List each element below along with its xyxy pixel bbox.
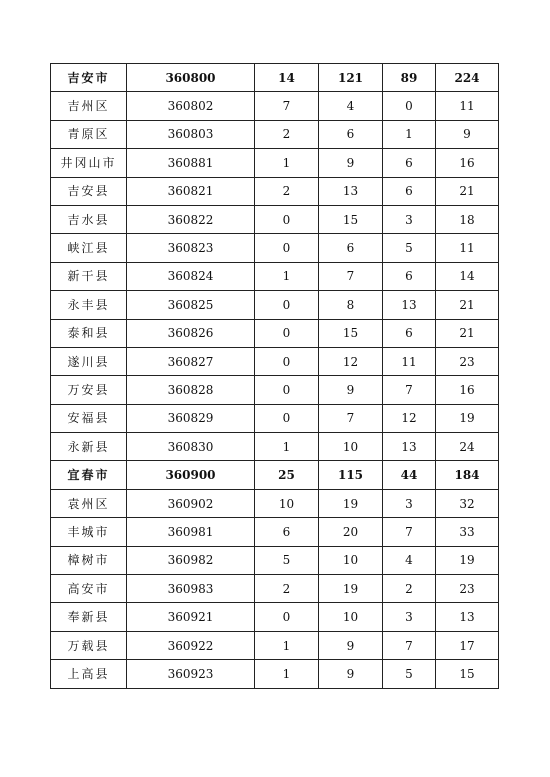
total-cell: 21 xyxy=(436,291,499,319)
table-row xyxy=(51,404,499,432)
count-col2-cell: 15 xyxy=(319,319,383,347)
total-cell: 18 xyxy=(436,205,499,233)
table-row xyxy=(51,603,499,631)
region-name-cell: 吉水县 xyxy=(51,205,127,233)
count-col3-cell: 4 xyxy=(383,546,436,574)
count-col2-cell: 6 xyxy=(319,120,383,148)
count-col3-cell: 44 xyxy=(383,461,436,489)
count-col2-cell: 8 xyxy=(319,291,383,319)
count-col1-cell: 1 xyxy=(255,433,319,461)
region-name-cell: 高安市 xyxy=(51,575,127,603)
region-name-cell: 宜春市 xyxy=(51,461,127,489)
count-col3-cell: 7 xyxy=(383,631,436,659)
region-code-cell: 360802 xyxy=(127,92,255,120)
count-col3-cell: 11 xyxy=(383,347,436,375)
region-name-cell: 永丰县 xyxy=(51,291,127,319)
region-code-cell: 360823 xyxy=(127,234,255,262)
count-col2-cell: 9 xyxy=(319,376,383,404)
region-code-cell: 360824 xyxy=(127,262,255,290)
count-col3-cell: 6 xyxy=(383,177,436,205)
region-code-cell: 360900 xyxy=(127,461,255,489)
total-cell: 19 xyxy=(436,404,499,432)
count-col1-cell: 2 xyxy=(255,120,319,148)
region-name-cell: 奉新县 xyxy=(51,603,127,631)
count-col2-cell: 9 xyxy=(319,149,383,177)
region-code-cell: 360921 xyxy=(127,603,255,631)
count-col3-cell: 6 xyxy=(383,262,436,290)
count-col1-cell: 2 xyxy=(255,575,319,603)
count-col3-cell: 5 xyxy=(383,234,436,262)
region-name-cell: 泰和县 xyxy=(51,319,127,347)
count-col3-cell: 3 xyxy=(383,489,436,517)
count-col1-cell: 0 xyxy=(255,603,319,631)
count-col1-cell: 0 xyxy=(255,376,319,404)
total-cell: 19 xyxy=(436,546,499,574)
region-code-cell: 360825 xyxy=(127,291,255,319)
count-col1-cell: 0 xyxy=(255,319,319,347)
total-cell: 32 xyxy=(436,489,499,517)
table-row xyxy=(51,546,499,574)
region-code-cell: 360828 xyxy=(127,376,255,404)
region-name-cell: 青原区 xyxy=(51,120,127,148)
count-col3-cell: 7 xyxy=(383,376,436,404)
table-row xyxy=(51,518,499,546)
count-col2-cell: 4 xyxy=(319,92,383,120)
count-col2-cell: 20 xyxy=(319,518,383,546)
region-code-cell: 360821 xyxy=(127,177,255,205)
count-col1-cell: 1 xyxy=(255,262,319,290)
count-col3-cell: 5 xyxy=(383,660,436,688)
count-col1-cell: 0 xyxy=(255,347,319,375)
count-col2-cell: 6 xyxy=(319,234,383,262)
region-name-cell: 袁州区 xyxy=(51,489,127,517)
count-col3-cell: 3 xyxy=(383,205,436,233)
table-row xyxy=(51,291,499,319)
region-name-cell: 万载县 xyxy=(51,631,127,659)
region-code-cell: 360826 xyxy=(127,319,255,347)
count-col2-cell: 121 xyxy=(319,64,383,92)
table-row xyxy=(51,177,499,205)
region-name-cell: 樟树市 xyxy=(51,546,127,574)
total-cell: 14 xyxy=(436,262,499,290)
count-col2-cell: 12 xyxy=(319,347,383,375)
count-col1-cell: 1 xyxy=(255,631,319,659)
region-name-cell: 吉州区 xyxy=(51,92,127,120)
count-col2-cell: 115 xyxy=(319,461,383,489)
table-row-city-subtotal xyxy=(51,461,499,489)
count-col2-cell: 7 xyxy=(319,404,383,432)
count-col2-cell: 7 xyxy=(319,262,383,290)
count-col2-cell: 9 xyxy=(319,660,383,688)
count-col1-cell: 0 xyxy=(255,404,319,432)
region-code-cell: 360922 xyxy=(127,631,255,659)
region-name-cell: 吉安县 xyxy=(51,177,127,205)
count-col1-cell: 6 xyxy=(255,518,319,546)
total-cell: 16 xyxy=(436,376,499,404)
count-col1-cell: 14 xyxy=(255,64,319,92)
table-body xyxy=(51,64,499,689)
count-col3-cell: 6 xyxy=(383,319,436,347)
count-col2-cell: 13 xyxy=(319,177,383,205)
region-name-cell: 井冈山市 xyxy=(51,149,127,177)
total-cell: 184 xyxy=(436,461,499,489)
region-name-cell: 吉安市 xyxy=(51,64,127,92)
count-col3-cell: 13 xyxy=(383,291,436,319)
region-code-cell: 360981 xyxy=(127,518,255,546)
region-code-cell: 360881 xyxy=(127,149,255,177)
total-cell: 13 xyxy=(436,603,499,631)
region-code-cell: 360800 xyxy=(127,64,255,92)
count-col3-cell: 3 xyxy=(383,603,436,631)
count-col2-cell: 15 xyxy=(319,205,383,233)
table-row xyxy=(51,149,499,177)
table-row xyxy=(51,205,499,233)
table-row xyxy=(51,262,499,290)
total-cell: 11 xyxy=(436,234,499,262)
count-col1-cell: 1 xyxy=(255,149,319,177)
count-col3-cell: 1 xyxy=(383,120,436,148)
count-col1-cell: 0 xyxy=(255,205,319,233)
region-code-cell: 360983 xyxy=(127,575,255,603)
region-code-cell: 360902 xyxy=(127,489,255,517)
statistics-table xyxy=(50,63,499,689)
region-name-cell: 遂川县 xyxy=(51,347,127,375)
count-col1-cell: 1 xyxy=(255,660,319,688)
count-col1-cell: 0 xyxy=(255,234,319,262)
count-col3-cell: 0 xyxy=(383,92,436,120)
table-row xyxy=(51,376,499,404)
count-col1-cell: 2 xyxy=(255,177,319,205)
region-name-cell: 新干县 xyxy=(51,262,127,290)
table-row xyxy=(51,433,499,461)
table-row xyxy=(51,347,499,375)
total-cell: 9 xyxy=(436,120,499,148)
region-code-cell: 360827 xyxy=(127,347,255,375)
region-name-cell: 峡江县 xyxy=(51,234,127,262)
region-code-cell: 360982 xyxy=(127,546,255,574)
total-cell: 24 xyxy=(436,433,499,461)
region-code-cell: 360803 xyxy=(127,120,255,148)
total-cell: 21 xyxy=(436,177,499,205)
table-row xyxy=(51,575,499,603)
count-col3-cell: 2 xyxy=(383,575,436,603)
count-col1-cell: 7 xyxy=(255,92,319,120)
count-col1-cell: 10 xyxy=(255,489,319,517)
table-row xyxy=(51,489,499,517)
count-col2-cell: 10 xyxy=(319,433,383,461)
count-col3-cell: 6 xyxy=(383,149,436,177)
count-col3-cell: 7 xyxy=(383,518,436,546)
table-row xyxy=(51,120,499,148)
count-col1-cell: 0 xyxy=(255,291,319,319)
region-code-cell: 360923 xyxy=(127,660,255,688)
count-col2-cell: 9 xyxy=(319,631,383,659)
region-name-cell: 安福县 xyxy=(51,404,127,432)
region-name-cell: 上高县 xyxy=(51,660,127,688)
table-row-city-subtotal xyxy=(51,64,499,92)
table-row xyxy=(51,319,499,347)
total-cell: 15 xyxy=(436,660,499,688)
total-cell: 21 xyxy=(436,319,499,347)
table-row xyxy=(51,92,499,120)
total-cell: 16 xyxy=(436,149,499,177)
total-cell: 33 xyxy=(436,518,499,546)
region-name-cell: 丰城市 xyxy=(51,518,127,546)
count-col3-cell: 89 xyxy=(383,64,436,92)
count-col3-cell: 12 xyxy=(383,404,436,432)
region-name-cell: 万安县 xyxy=(51,376,127,404)
count-col1-cell: 5 xyxy=(255,546,319,574)
total-cell: 23 xyxy=(436,347,499,375)
total-cell: 11 xyxy=(436,92,499,120)
table-row xyxy=(51,660,499,688)
total-cell: 17 xyxy=(436,631,499,659)
count-col2-cell: 19 xyxy=(319,489,383,517)
count-col2-cell: 19 xyxy=(319,575,383,603)
region-code-cell: 360822 xyxy=(127,205,255,233)
count-col3-cell: 13 xyxy=(383,433,436,461)
total-cell: 224 xyxy=(436,64,499,92)
total-cell: 23 xyxy=(436,575,499,603)
region-code-cell: 360829 xyxy=(127,404,255,432)
table-row xyxy=(51,631,499,659)
table-row xyxy=(51,234,499,262)
count-col2-cell: 10 xyxy=(319,546,383,574)
count-col1-cell: 25 xyxy=(255,461,319,489)
region-name-cell: 永新县 xyxy=(51,433,127,461)
region-code-cell: 360830 xyxy=(127,433,255,461)
count-col2-cell: 10 xyxy=(319,603,383,631)
